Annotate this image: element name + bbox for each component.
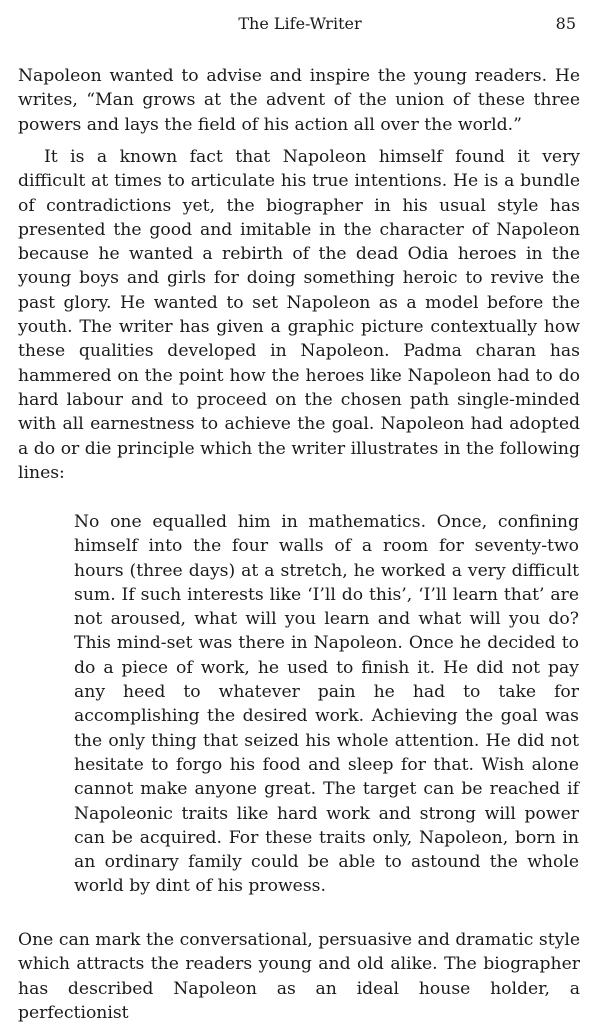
paragraph-1: Napoleon wanted to advise and inspire the young readers. He writes, “Man grows at the advent of the union of these three powers and lays the field of his action all over the world.”	[18, 66, 580, 135]
block-quote: No one equalled him in mathematics. Once, confining himself into the four walls of a room for seventy-two hours (three days) at a stretch, he worked a very difficult sum. If such interests like ‘I’ll do this’, ‘I’ll learn that’ are not aroused, what will you learn and what will you do? This mind-set was there in Napoleon. Once he decided to do a piece of work, he used to finish it. He did not pay any heed to whatever pain he had to take for accomplishing the desired work. Achieving the goal was the only thing that seized his whole attention. He did not hesitate to forgo his food and sleep for that. Wish alone cannot make anyone great. The target can be reached if Napoleonic traits like hard work and strong will power can be acquired. For these traits only, Napoleon, born in an ordinary family could be able to astound the whole world by dint of his prowess.	[74, 512, 579, 897]
page-header	[0, 14, 600, 38]
page-number: 85	[555, 14, 576, 33]
paragraph-3: One can mark the conversational, persuasive and dramatic style which attracts the readers young and old alike. The biographer has described Napoleon as an ideal house holder, a perfectionist	[18, 930, 580, 1023]
paragraph-2: It is a known fact that Napoleon himself found it very difficult at times to articulate his true intentions. He is a bundle of contradictions yet, the biographer in his usual style has presented the good and imitable in the character of Napoleon because he wanted a rebirth of the dead Odia heroes in the young boys and girls for doing something heroic to revive the past glory. He wanted to set Napoleon as a model before the youth. The writer has given a graphic picture contextually how these qualities developed in Napoleon. Padma charan has hammered on the point how the heroes like Napoleon had to do hard labour and to proceed on the chosen path single-minded with all earnestness to achieve the goal. Napoleon had adopted a do or die principle which the writer illustrates in the following lines:	[18, 147, 580, 483]
running-head: The Life-Writer	[238, 14, 362, 33]
